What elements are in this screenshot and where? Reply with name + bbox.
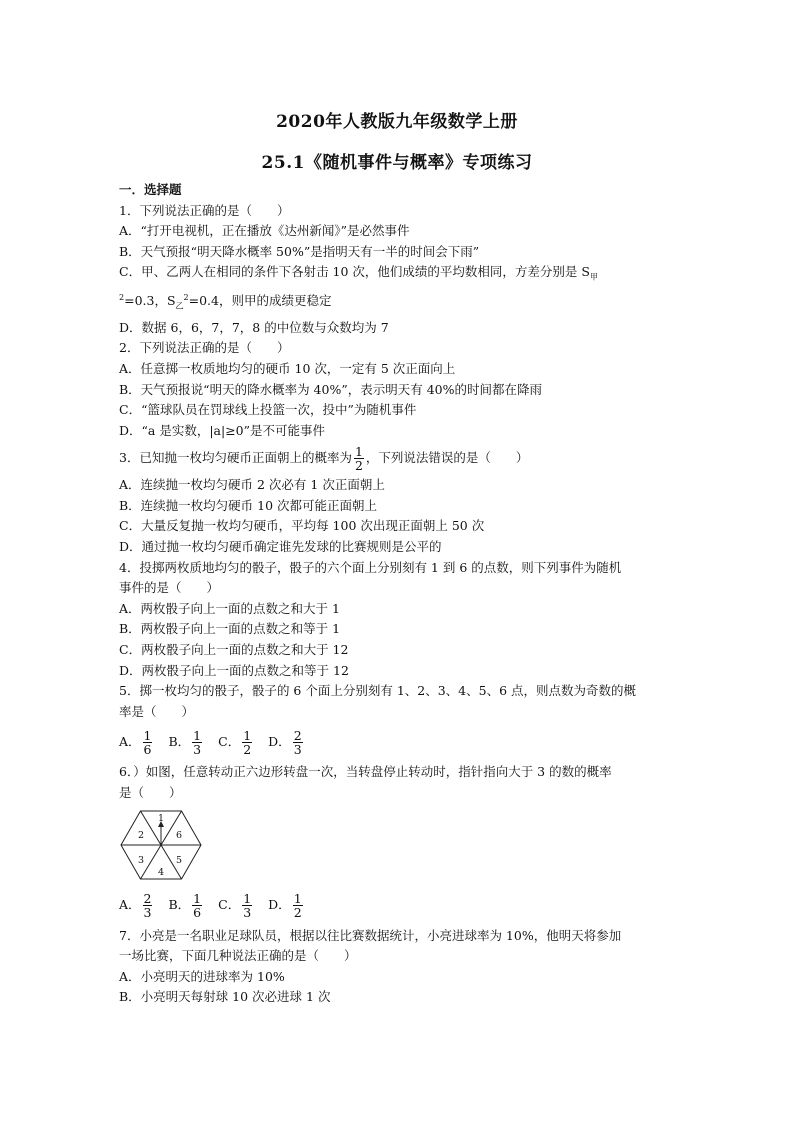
question-list	[119, 180, 689, 1008]
fraction-denominator: 3	[193, 741, 202, 757]
question-6-option-d	[268, 892, 304, 919]
hexagon-spinner	[119, 808, 203, 882]
question-5-stem-cont: 率是（ ）	[119, 703, 195, 719]
question-5-options	[119, 722, 689, 762]
question-6-stem-cont: 是（ ）	[119, 785, 182, 800]
fraction	[242, 729, 252, 756]
question-3-option-c: C．大量反复抛一枚均匀硬币，平均每 100 次出现正面朝上 50 次	[119, 518, 485, 534]
question-4-stem: 4．投掷两枚质地均匀的骰子，骰子的六个面上分别刻有 1 到 6 的点数，则下列事件为随机	[119, 559, 622, 575]
fraction	[293, 729, 303, 756]
fraction-numerator: 1	[243, 891, 252, 907]
fraction	[192, 729, 202, 756]
question-3-option-a: A．连续抛一枚均匀硬币 2 次必有 1 次正面朝上	[119, 477, 385, 493]
spinner-number: 5	[175, 854, 183, 866]
question-2-option-a: A．任意掷一枚质地均匀的硬币 10 次，一定有 5 次正面向上	[119, 360, 456, 376]
question-5-option-a	[119, 729, 154, 756]
question-2-option-b: B．天气预报说“明天的降水概率为 40%”，表示明天有 40%的时间都在降雨	[119, 381, 542, 397]
fraction-numerator: 2	[143, 891, 152, 907]
option-label: B．	[168, 897, 191, 913]
question-5-option-b	[168, 729, 204, 756]
document-subtitle: 25.1《随机事件与概率》专项练习	[261, 153, 533, 173]
fraction	[293, 892, 303, 919]
option-label: D．	[268, 897, 291, 913]
question-1-option-c-cont	[119, 288, 689, 317]
superscript-2: 2	[119, 293, 125, 303]
fraction-numerator: 1	[193, 727, 202, 743]
fraction-denominator: 6	[193, 905, 202, 921]
question-3-stem-text-2: ，下列说法错误的是（ ）	[365, 449, 529, 465]
question-4-option-a: A．两枚骰子向上一面的点数之和大于 1	[119, 600, 340, 616]
question-1-option-c	[119, 262, 689, 288]
question-1-option-c-text: C．甲、乙两人在相同的条件下各射击 10 次，他们成绩的平均数相同，方差分别是 S	[119, 264, 590, 280]
question-1-option-c-text-2: =0.3，S	[124, 293, 176, 309]
fraction-denominator: 3	[143, 905, 152, 921]
question-3-option-b: B．连续抛一枚均匀硬币 10 次都可能正面朝上	[119, 497, 378, 513]
spinner-number: 2	[137, 829, 145, 841]
question-6-option-b	[168, 892, 204, 919]
question-7-stem-cont: 一场比赛，下面几种说法正确的是（ ）	[119, 948, 357, 964]
fraction	[242, 892, 252, 919]
fraction-denominator: 2	[243, 741, 252, 757]
question-5-stem: 5．掷一枚均匀的骰子，骰子的 6 个面上分别刻有 1、2、3、4、5、6 点，则点数为奇数的概	[119, 683, 637, 699]
question-1-option-a: A．“打开电视机，正在播放《达州新闻》”是必然事件	[119, 223, 410, 239]
question-6-option-c	[218, 892, 254, 919]
subscript-jia: 甲	[589, 272, 598, 282]
option-label: B．	[168, 734, 191, 750]
fraction-numerator: 1	[243, 727, 252, 743]
option-label: D．	[268, 734, 291, 750]
question-6-options	[119, 886, 689, 926]
fraction-denominator: 3	[293, 741, 302, 757]
hexagon-spinner-figure	[119, 804, 689, 886]
document-title: 2020年人教版九年级数学上册	[276, 112, 518, 132]
question-4-option-c: C．两枚骰子向上一面的点数之和大于 12	[119, 642, 349, 658]
question-3-stem	[119, 441, 689, 475]
fraction-numerator: 1	[293, 891, 302, 907]
question-1-option-b: B．天气预报“明天降水概率 50%”是指明天有一半的时间会下雨”	[119, 243, 480, 259]
question-3-option-d: D．通过抛一枚均匀硬币确定谁先发球的比赛规则是公平的	[119, 539, 442, 555]
fraction-denominator: 6	[143, 741, 152, 757]
fraction-denominator: 3	[243, 905, 252, 921]
question-7-option-b: B．小亮明天每射球 10 次必进球 1 次	[119, 989, 331, 1005]
fraction	[354, 445, 364, 472]
fraction-numerator: 1	[193, 891, 202, 907]
question-6-option-a	[119, 892, 154, 919]
spinner-number: 6	[175, 829, 183, 841]
question-7-option-a: A．小亮明天的进球率为 10%	[119, 968, 285, 984]
fraction	[192, 892, 202, 919]
option-label: C．	[218, 734, 241, 750]
question-5-option-d	[268, 729, 304, 756]
question-4-option-d: D．两枚骰子向上一面的点数之和等于 12	[119, 662, 349, 678]
fraction	[143, 729, 153, 756]
section-heading: 一．选择题	[119, 182, 182, 197]
question-7-stem: 7．小亮是一名职业足球队员，根据以往比赛数据统计，小亮进球率为 10%，他明天将参加	[119, 927, 622, 943]
spinner-number: 4	[157, 866, 165, 878]
fraction-denominator: 2	[354, 457, 363, 473]
question-5-option-c	[218, 729, 254, 756]
superscript-2b: 2	[183, 293, 189, 303]
fraction-denominator: 2	[293, 905, 302, 921]
question-2-option-d: D．“a 是实数，|a|≥0”是不可能事件	[119, 422, 326, 438]
spinner-number: 3	[137, 854, 145, 866]
fraction-numerator: 1	[143, 727, 152, 743]
question-4-option-b: B．两枚骰子向上一面的点数之和等于 1	[119, 621, 341, 637]
question-4-stem-cont: 事件的是（ ）	[119, 580, 220, 596]
option-label: A．	[119, 897, 141, 913]
fraction	[143, 892, 153, 919]
question-6-stem: 6．）如图，任意转动正六边形转盘一次，当转盘停止转动时，指针指向大于 3 的数的概率	[119, 764, 612, 780]
subscript-yi: 乙	[175, 302, 184, 312]
spinner-number: 1	[157, 812, 165, 824]
question-1-option-d: D．数据 6，6，7，7，8 的中位数与众数均为 7	[119, 319, 389, 335]
option-label: A．	[119, 734, 141, 750]
question-1-stem: 1．下列说法正确的是（ ）	[119, 202, 290, 218]
question-2-option-c: C．“篮球队员在罚球线上投篮一次，投中”为随机事件	[119, 402, 417, 418]
fraction-numerator: 2	[293, 727, 302, 743]
fraction-numerator: 1	[354, 443, 363, 459]
question-3-stem-text: 3．已知抛一枚均匀硬币正面朝上的概率为	[119, 449, 352, 465]
question-2-stem: 2．下列说法正确的是（ ）	[119, 340, 290, 356]
option-label: C．	[218, 897, 241, 913]
question-1-option-c-text-3: =0.4，则甲的成绩更稳定	[188, 293, 332, 309]
